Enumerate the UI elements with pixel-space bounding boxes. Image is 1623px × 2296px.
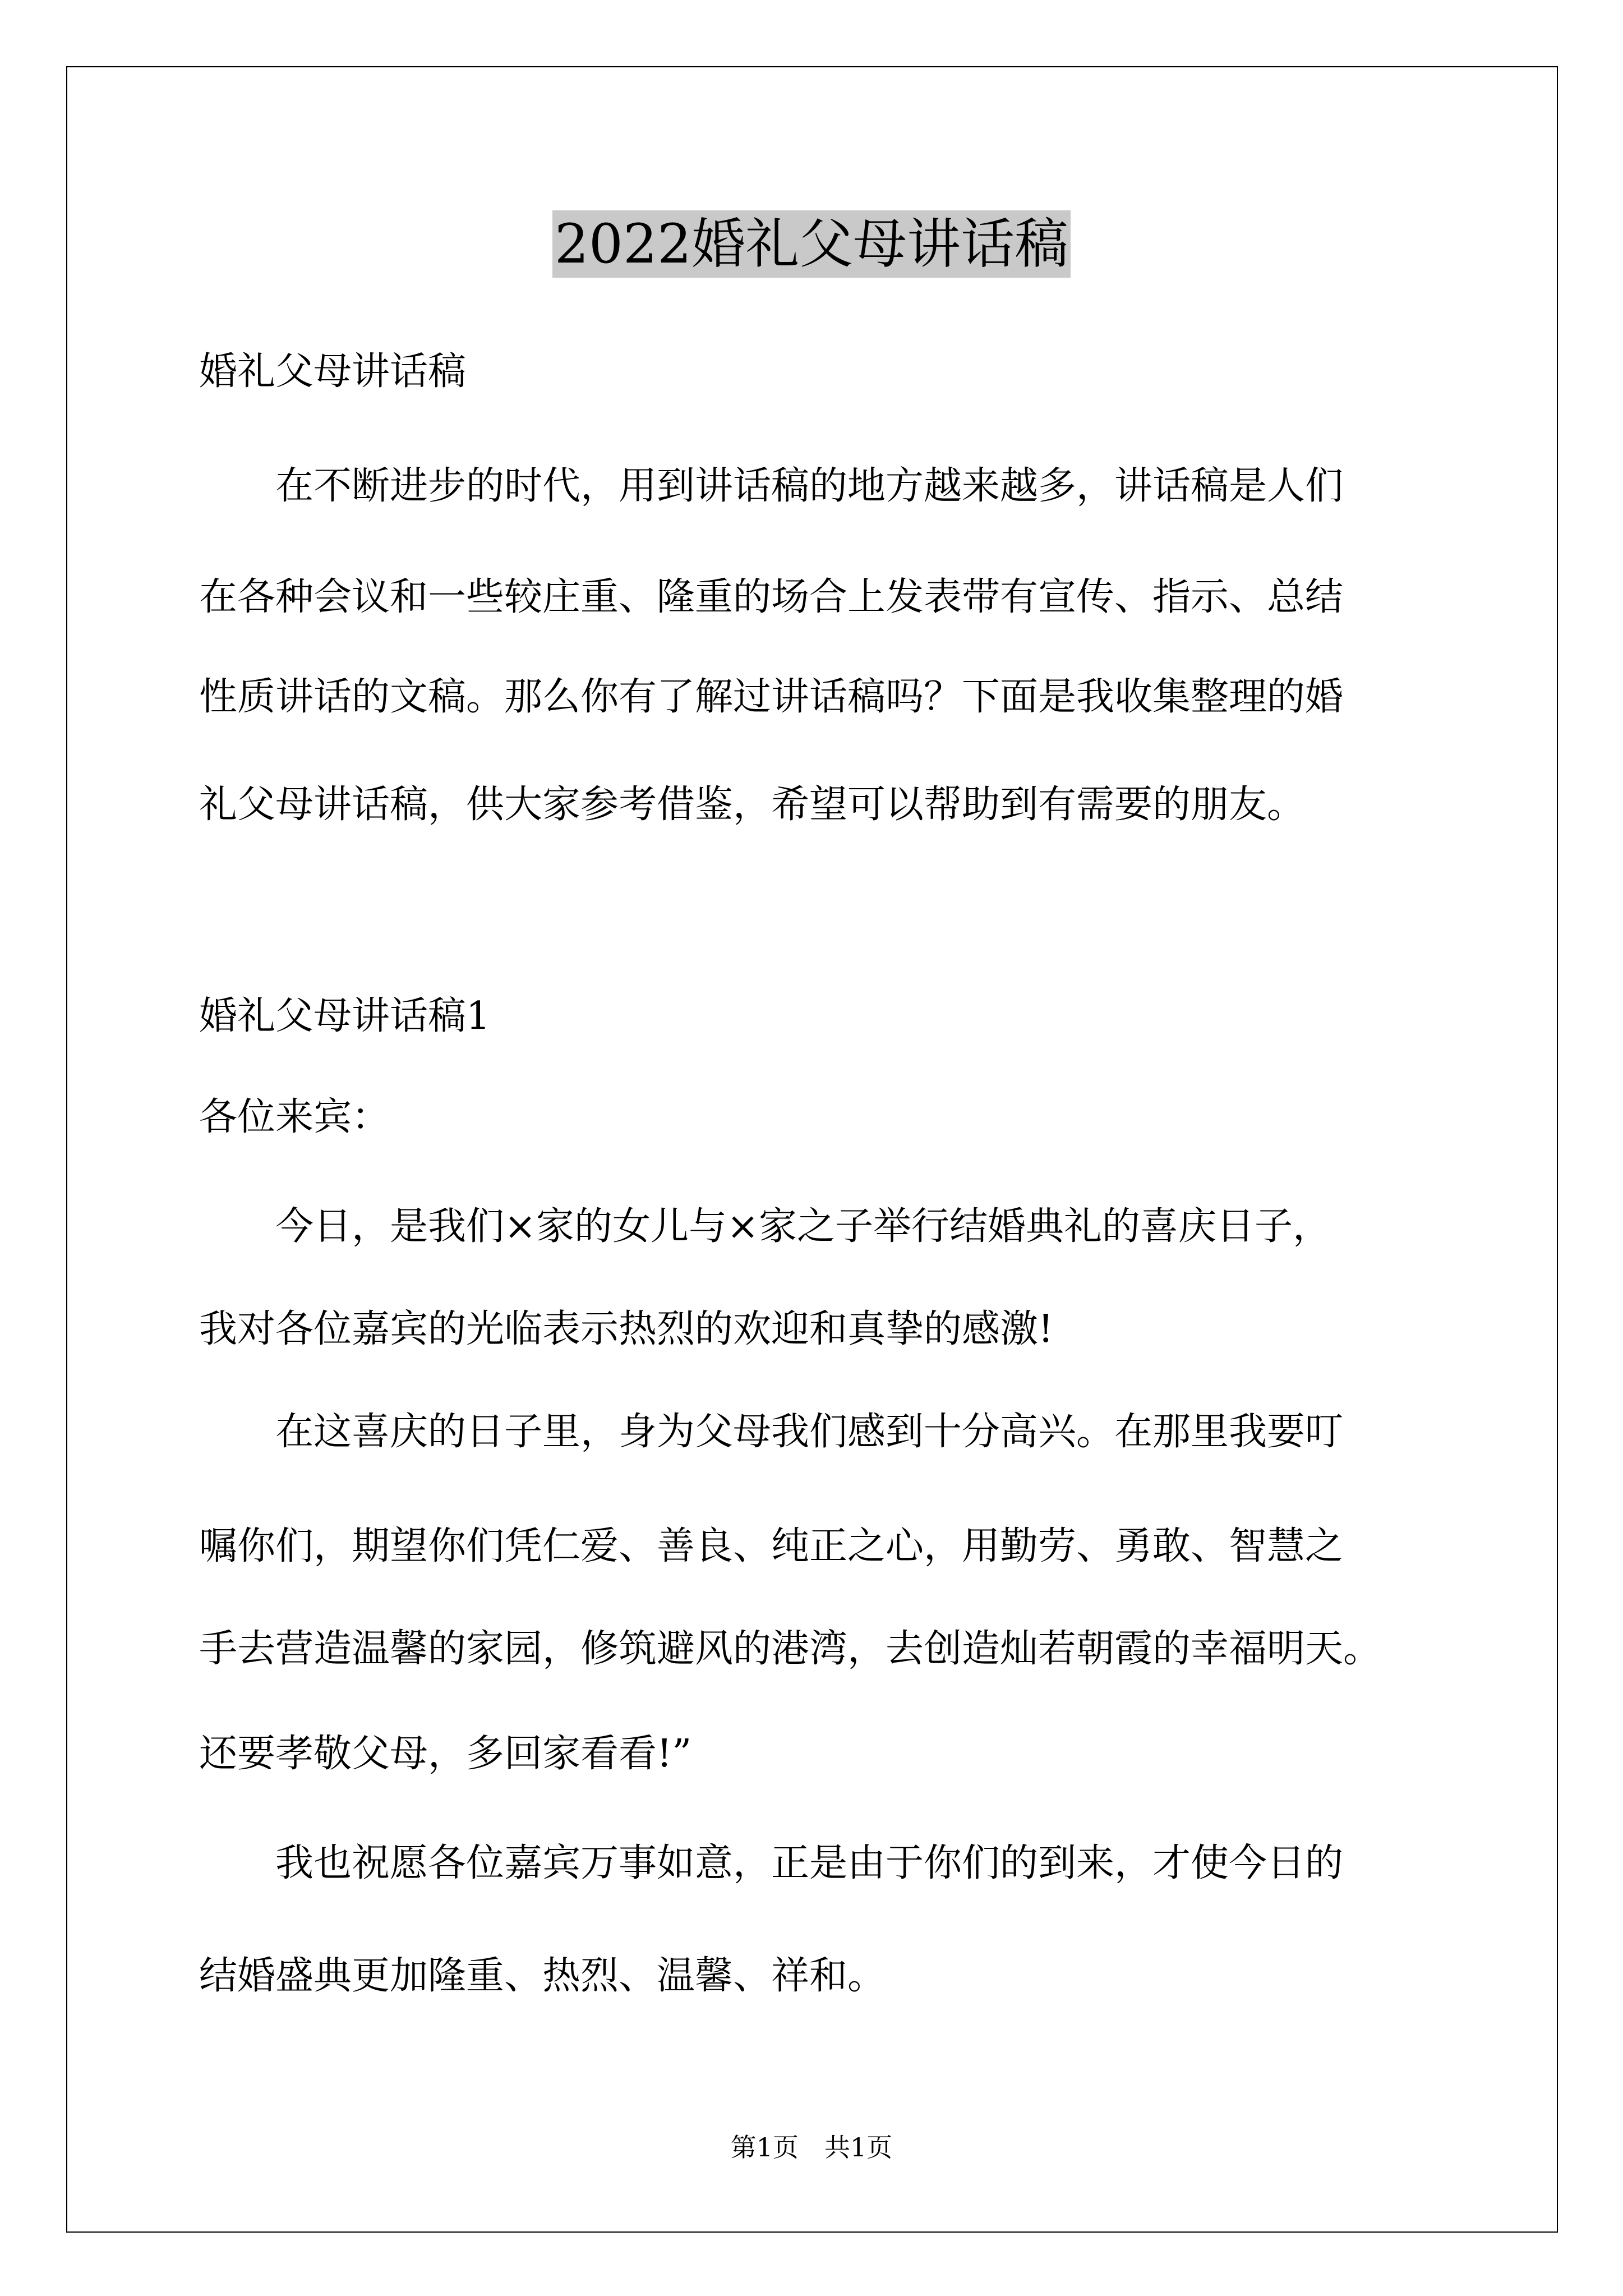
paragraph-line: 今日，是我们×家的女儿与×家之子举行结婚典礼的喜庆日子， xyxy=(199,1204,1331,1249)
page-footer xyxy=(0,2132,1623,2163)
paragraph-line: 我也祝愿各位嘉宾万事如意，正是由于你们的到来，才使今日的 xyxy=(199,1841,1344,1885)
salutation: 各位来宾： xyxy=(199,1095,390,1139)
paragraph-line: 性质讲话的文稿。那么你有了解过讲话稿吗？下面是我收集整理的婚 xyxy=(199,675,1344,719)
paragraph-line: 手去营造温馨的家园，修筑避风的港湾，去创造灿若朝霞的幸福明天。 xyxy=(199,1627,1382,1671)
section-heading: 婚礼父母讲话稿1 xyxy=(199,994,491,1038)
document-title-text: 2022婚礼父母讲话稿 xyxy=(552,210,1071,278)
document-title xyxy=(0,210,1623,275)
paragraph-line: 在各种会议和一些较庄重、隆重的场合上发表带有宣传、指示、总结 xyxy=(199,575,1344,619)
paragraph-line: 在不断进步的时代，用到讲话稿的地方越来越多，讲话稿是人们 xyxy=(199,464,1344,508)
paragraph-line: 还要孝敬父母，多回家看看!” xyxy=(199,1732,692,1776)
section-heading: 婚礼父母讲话稿 xyxy=(199,349,467,394)
paragraph-line: 我对各位嘉宾的光临表示热烈的欢迎和真挚的感激! xyxy=(199,1307,1054,1351)
paragraph-line: 嘱你们，期望你们凭仁爱、善良、纯正之心，用勤劳、勇敢、智慧之 xyxy=(199,1524,1344,1568)
paragraph-line: 在这喜庆的日子里，身为父母我们感到十分高兴。在那里我要叮 xyxy=(199,1410,1344,1454)
paragraph-line: 礼父母讲话稿，供大家参考借鉴，希望可以帮助到有需要的朋友。 xyxy=(199,783,1306,827)
paragraph-line: 结婚盛典更加隆重、热烈、温馨、祥和。 xyxy=(199,1954,886,1998)
page-number: 第1页 共1页 xyxy=(730,2132,893,2162)
